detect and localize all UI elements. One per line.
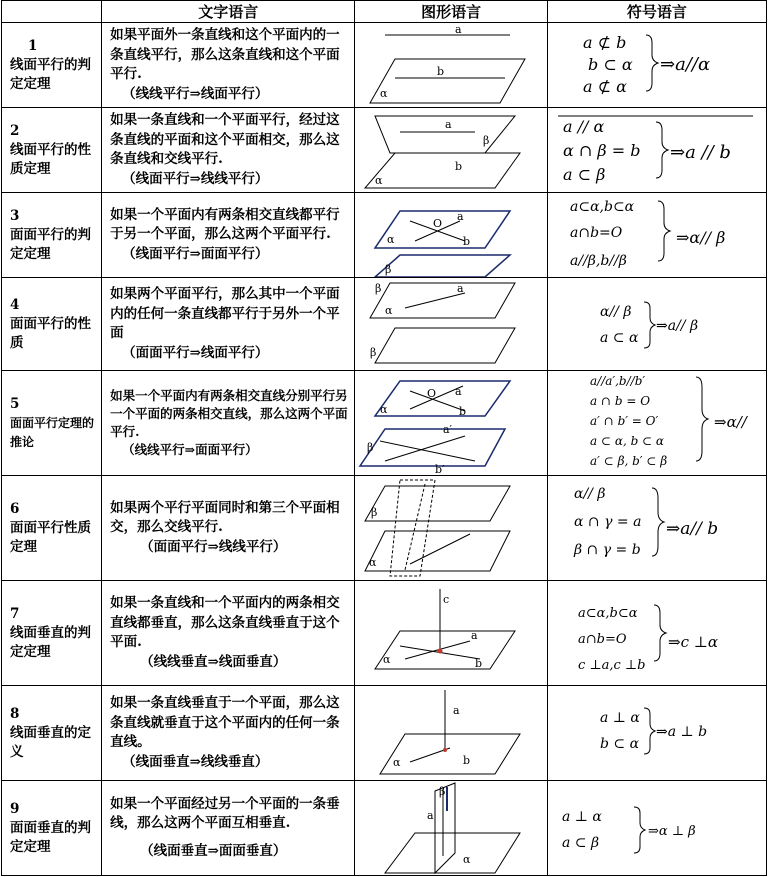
figure-line-plane-perpendicular [355, 581, 547, 685]
row-text: 如果两个平面平行，那么其中一个平面内的任何一条直线都平行于另外一个平面 [110, 286, 340, 341]
fig-label: a [455, 385, 463, 398]
brace [656, 122, 668, 178]
row-number: 7 [10, 605, 20, 622]
brace [658, 201, 670, 261]
fig-plane [375, 631, 515, 669]
row-text-cell [102, 781, 355, 876]
row-figure-cell [355, 371, 547, 476]
fig-label: O [433, 217, 443, 230]
fig-plane [365, 153, 520, 188]
fig-plane [385, 833, 520, 873]
row-number: 1 [28, 37, 38, 54]
fig-plane [375, 211, 510, 248]
brace [696, 377, 708, 461]
fig-plane [375, 328, 515, 363]
fig-plane [370, 59, 525, 103]
intersection-point [438, 649, 443, 654]
row-name: 面面平行的判定定理 [10, 226, 91, 262]
row-text: 如果两个平行平面同时和第三个平面相交，那么交线平行. [110, 499, 340, 536]
sym-line: a⊂α,b⊂α [577, 606, 638, 621]
fig-line [405, 641, 470, 659]
header-symbol-language: 符号语言 [547, 1, 766, 23]
sym-line: a′ ⊂ β, b′ ⊂ β [589, 454, 667, 468]
sym-line: a ⊄ b [582, 33, 627, 52]
fig-line [410, 534, 470, 564]
row-text: 如果一个平面内有两条相交直线都平行于另一个平面，那么这两个平面平行. [110, 206, 340, 243]
row-summary: （线面垂直⇒面面垂直） [140, 842, 287, 859]
symbol-expression [548, 581, 767, 685]
row-name: 面面平行的性质 [10, 315, 91, 351]
brace [646, 35, 658, 91]
row-symbol-cell [547, 108, 766, 193]
row-symbol-cell [547, 476, 766, 581]
sym-line: a′ ∩ b′ = O′ [589, 414, 658, 428]
row-text-cell [102, 278, 355, 371]
symbol-expression [548, 23, 767, 107]
row-name-cell [2, 476, 102, 581]
row-number: 2 [10, 122, 20, 139]
row-figure-cell [355, 781, 547, 876]
fig-label: β [371, 506, 378, 519]
row-text: 如果一条直线和一个平面平行，经过这条直线的平面和这个平面相交，那么这条直线和交线平行. [110, 112, 340, 167]
row-summary: （线线垂直⇒线面垂直） [140, 653, 287, 670]
row-number: 5 [10, 395, 20, 412]
fig-label: b [463, 235, 471, 248]
sym-line: b ⊂ α [587, 55, 633, 74]
row-text: 如果平面外一条直线和这个平面内的一条直线平行，那么这条直线和这个平面平行. [110, 27, 340, 82]
row-text-cell [102, 686, 355, 781]
fig-label: β [385, 263, 392, 276]
sym-line: a//β,b//β [569, 253, 627, 269]
table-row [2, 476, 767, 581]
fig-label: b [459, 405, 467, 418]
figure-perpendicular-definition [355, 686, 547, 780]
brace [652, 488, 664, 556]
sym-line: a ⊂ α [599, 330, 639, 346]
sym-line: α// β [573, 486, 606, 502]
sym-line: β ∩ γ = b [573, 542, 641, 558]
sym-line: a // α [562, 117, 604, 136]
header-row [2, 1, 767, 23]
row-text-cell [102, 581, 355, 686]
sym-line: a⊂α,b⊂α [569, 199, 634, 215]
symbol-expression [548, 371, 767, 475]
table-row [2, 193, 767, 278]
intersection-point [443, 748, 447, 752]
table-row [2, 686, 767, 781]
fig-label: b′ [435, 463, 445, 475]
fig-label: a [471, 629, 479, 642]
row-name-cell [2, 781, 102, 876]
row-number: 3 [10, 207, 20, 224]
row-symbol-cell [547, 686, 766, 781]
sym-line: a ⊥ α [561, 809, 602, 825]
row-figure-cell [355, 23, 547, 108]
sym-line: c ⊥a,c ⊥b [577, 658, 646, 673]
symbol-expression [548, 476, 767, 580]
fig-label: α [380, 403, 388, 416]
row-symbol-cell [547, 278, 766, 371]
table-row [2, 781, 767, 876]
header-blank [2, 1, 102, 23]
header-figure-language: 图形语言 [355, 1, 547, 23]
row-number: 6 [10, 500, 20, 517]
brace [634, 807, 645, 853]
row-text-cell [102, 23, 355, 108]
fig-plane [360, 429, 505, 466]
row-figure-cell [355, 476, 547, 581]
sym-result: ⇒α// [713, 413, 747, 431]
row-summary: （线线平行⇒线面平行） [122, 85, 269, 102]
fig-label: β [370, 346, 377, 359]
row-symbol-cell [547, 581, 766, 686]
table-row [2, 278, 767, 371]
row-name: 面面垂直的判定定理 [10, 819, 91, 855]
table-row [2, 108, 767, 193]
theorem-table [1, 0, 767, 876]
row-text-cell [102, 476, 355, 581]
fig-label: α [393, 756, 401, 769]
sym-result: ⇒α// β [675, 228, 726, 247]
row-name-cell [2, 371, 102, 476]
fig-plane [365, 486, 510, 521]
row-name: 面面平行性质定理 [10, 519, 91, 555]
fig-label: β [367, 441, 374, 454]
row-name: 线面垂直的定义 [10, 724, 91, 760]
row-name: 线面平行的性质定理 [10, 141, 91, 177]
symbol-expression [548, 278, 767, 370]
fig-label: a [455, 23, 463, 36]
fig-label: a [457, 210, 465, 223]
fig-label: c [443, 593, 450, 606]
fig-label: α [383, 653, 391, 666]
sym-result: ⇒a// b [665, 519, 718, 539]
row-name-cell [2, 278, 102, 371]
fig-line [405, 293, 465, 308]
row-symbol-cell [547, 23, 766, 108]
fig-label: a [427, 809, 435, 822]
sym-line: a ⊂ α, b ⊂ α [589, 434, 664, 448]
fig-label: b [437, 65, 445, 78]
row-text-cell [102, 371, 355, 476]
sym-line: a ⊥ α [599, 710, 640, 726]
fig-label: β [375, 282, 382, 295]
figure-line-plane-property [355, 108, 547, 192]
fig-line [385, 436, 465, 461]
table-row [2, 371, 767, 476]
fig-label: b [475, 657, 483, 670]
row-figure-cell [355, 686, 547, 781]
figure-plane-parallel-property [355, 278, 547, 370]
sym-line: α// β [599, 304, 632, 320]
row-number: 8 [10, 705, 20, 722]
row-summary: （线面垂直⇒线线垂直） [122, 753, 269, 770]
sym-line: a ⊄ α [582, 77, 627, 96]
row-text: 如果一条直线和一个平面内的两条相交直线都垂直，那么这条直线垂直于这个平面. [110, 595, 340, 650]
row-summary: （线面平行⇒线线平行） [122, 170, 269, 187]
fig-label: α [463, 853, 471, 866]
row-name: 面面平行定理的推论 [10, 415, 95, 449]
fig-plane [375, 381, 510, 416]
symbol-expression [548, 108, 767, 192]
figure-plane-parallel-corollary [355, 371, 547, 475]
row-name: 线面平行的判定定理 [10, 56, 91, 92]
row-name-cell [2, 686, 102, 781]
figure-line-plane-parallel [355, 23, 547, 107]
sym-result: ⇒a//α [659, 54, 710, 75]
row-name-cell [2, 23, 102, 108]
fig-label: a [445, 118, 453, 131]
row-symbol-cell [547, 781, 766, 876]
brace [654, 605, 666, 661]
symbol-expression [548, 686, 767, 780]
row-summary: （面面平行⇒线面平行） [122, 344, 269, 361]
row-figure-cell [355, 193, 547, 278]
sym-line: b ⊂ α [599, 736, 639, 752]
row-name-cell [2, 193, 102, 278]
figure-plane-plane-parallel [355, 193, 547, 277]
fig-plane [380, 734, 520, 774]
fig-label: β [483, 134, 490, 147]
fig-line [405, 484, 425, 570]
row-number: 4 [10, 296, 20, 313]
fig-label: a′ [443, 423, 453, 436]
fig-label: α [375, 174, 383, 187]
symbol-expression [548, 781, 767, 875]
fig-plane [375, 255, 510, 277]
sym-result: ⇒α ⊥ β [647, 824, 696, 839]
row-symbol-cell [547, 193, 766, 278]
sym-result: ⇒c ⊥α [667, 633, 718, 651]
row-name: 线面垂直的判定定理 [10, 624, 91, 660]
row-text: 如果一个平面内有两条相交直线分别平行另一个平面的两条相交直线，那么这两个平面平行. [110, 388, 348, 439]
row-text: 如果一个平面经过另一个平面的一条垂线，那么这两个平面互相垂直. [110, 795, 340, 832]
row-figure-cell [355, 581, 547, 686]
symbol-expression [548, 193, 767, 277]
sym-line: a ⊂ β [561, 835, 599, 851]
row-number: 9 [10, 800, 20, 817]
fig-label: b [455, 160, 463, 173]
sym-line: α ∩ γ = a [573, 514, 642, 530]
fig-label: a [457, 282, 465, 295]
row-name-cell [2, 581, 102, 686]
sym-line: a∩b=O [577, 632, 627, 647]
sym-result: ⇒a // b [669, 142, 731, 163]
sym-line: a ⊂ β [562, 165, 606, 184]
brace [644, 708, 655, 754]
fig-label: α [387, 233, 395, 246]
sym-line: a ∩ b = O [589, 394, 650, 408]
fig-label: α [369, 556, 377, 569]
row-summary: （线面平行⇒面面平行） [122, 245, 269, 262]
row-text-cell [102, 193, 355, 278]
row-symbol-cell [547, 371, 766, 476]
figure-plane-plane-perpendicular [355, 781, 547, 875]
fig-label: O [427, 387, 437, 400]
fig-label: b [463, 754, 471, 767]
row-text: 如果一条直线垂直于一个平面，那么这条直线就垂直于这个平面内的任何一条直线。 [110, 695, 340, 750]
brace [644, 302, 655, 348]
row-figure-cell [355, 278, 547, 371]
sym-result: ⇒a// β [655, 318, 698, 334]
figure-plane-intersect [355, 476, 547, 580]
fig-plane [390, 480, 435, 576]
row-figure-cell [355, 108, 547, 193]
sym-result: ⇒a ⊥ b [655, 724, 707, 740]
row-name-cell [2, 108, 102, 193]
fig-label: β [439, 785, 446, 798]
fig-label: a [453, 704, 461, 717]
row-text-cell [102, 108, 355, 193]
table-row [2, 581, 767, 686]
header-text-language: 文字语言 [102, 1, 355, 23]
sym-line: a∩b=O [569, 225, 622, 241]
sym-line: a//a′,b//b′ [589, 374, 645, 388]
fig-plane [365, 531, 510, 571]
fig-label: α [385, 304, 393, 317]
fig-label: α [380, 87, 388, 100]
sym-line: α ∩ β = b [562, 141, 641, 160]
table-row [2, 23, 767, 108]
row-summary: （面面平行⇒线线平行） [140, 538, 287, 555]
row-summary: （线线平行⇒面面平行） [122, 442, 258, 457]
